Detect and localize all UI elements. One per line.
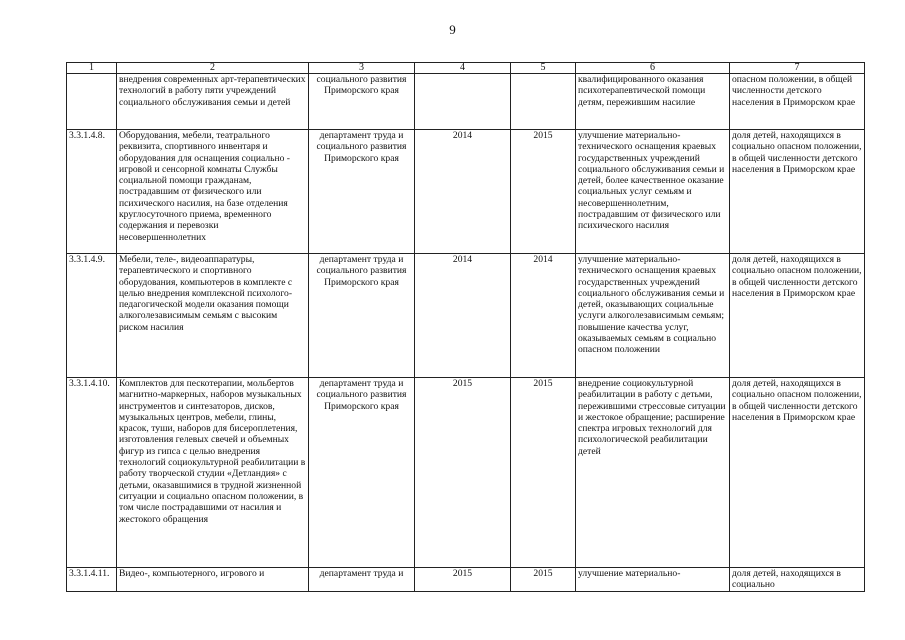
row-name: внедрения современных арт-терапевтических технологий в работу пяти учреждений социального обслуживания семьи и детей — [117, 74, 309, 130]
table-row — [67, 74, 865, 130]
row-start-year: 2014 — [415, 130, 511, 254]
row-number: 3.3.1.4.8. — [67, 130, 117, 254]
row-executor: социального развития Приморского края — [309, 74, 415, 130]
row-result: квалифицированного оказания психотерапевтической помощи детям, пережившим насилие — [576, 74, 730, 130]
table-row — [67, 378, 865, 568]
row-indicator: доля детей, находящихся в социально опасном положении, в общей численности детского населения в Приморском крае — [730, 254, 865, 378]
row-name: Комплектов для пескотерапии, мольбертов магнитно-маркерных, наборов музыкальных инструментов и синтезаторов, дисков, музыкальных центров, мебели, глины, красок, туши, наборов для бисероплетения, изготовления гелевых свечей и объемных фигур из гипса с целью внедрения технологий социокультурной реабилитации в работу творческой студии «Детландия» с детьми, оказавшимися в трудной жизненной ситуации и социально опасном положении, в том числе пострадавшими от насилия и жестокого обращения — [117, 378, 309, 568]
column-header: 2 — [117, 63, 309, 74]
row-name: Видео-, компьютерного, игрового и — [117, 568, 309, 592]
row-number: 3.3.1.4.11. — [67, 568, 117, 592]
row-number: 3.3.1.4.9. — [67, 254, 117, 378]
row-end-year: 2015 — [511, 568, 576, 592]
row-executor: департамент труда и социального развития Приморского края — [309, 254, 415, 378]
row-indicator: опасном положении, в общей численности детского населения в Приморском крае — [730, 74, 865, 130]
row-executor: департамент труда и социального развития Приморского края — [309, 378, 415, 568]
column-header: 3 — [309, 63, 415, 74]
row-end-year: 2015 — [511, 130, 576, 254]
row-start-year — [415, 74, 511, 130]
column-header: 4 — [415, 63, 511, 74]
column-header: 7 — [730, 63, 865, 74]
column-header: 1 — [67, 63, 117, 74]
table-row — [67, 130, 865, 254]
column-header: 5 — [511, 63, 576, 74]
row-start-year: 2015 — [415, 378, 511, 568]
row-start-year: 2015 — [415, 568, 511, 592]
row-executor: департамент труда и — [309, 568, 415, 592]
row-indicator: доля детей, находящихся в социально опасном положении, в общей численности детского населения в Приморском крае — [730, 130, 865, 254]
table-row — [67, 568, 865, 592]
row-indicator: доля детей, находящихся в социально — [730, 568, 865, 592]
row-result: улучшение материально-технического оснащения краевых государственных учреждений социального обслуживания семьи и детей, более качественное оказание социальных услуг семьям и несовершеннолетним, пострадавшим от физического или психического насилия — [576, 130, 730, 254]
row-end-year: 2015 — [511, 378, 576, 568]
row-executor: департамент труда и социального развития Приморского края — [309, 130, 415, 254]
row-number: 3.3.1.4.10. — [67, 378, 117, 568]
row-result: внедрение социокультурной реабилитации в работу с детьми, пережившими стрессовые ситуации и жестокое обращение; расширение спектра игровых технологий для психологической реабилитации детей — [576, 378, 730, 568]
row-number — [67, 74, 117, 130]
row-start-year: 2014 — [415, 254, 511, 378]
program-table — [66, 62, 865, 592]
row-end-year: 2014 — [511, 254, 576, 378]
page-number: 9 — [449, 22, 456, 37]
column-header: 6 — [576, 63, 730, 74]
row-result: улучшение материально-технического оснащения краевых государственных учреждений социального обслуживания семьи и детей, оказывающих социальные услуги алкоголезависимым семьям; повышение качества услуг, оказываемых семьям в социально опасном положении — [576, 254, 730, 378]
row-name: Оборудования, мебели, театрального реквизита, спортивного инвентаря и оборудования для оснащения социально - игровой и сенсорной комнаты Службы социальной помощи гражданам, пострадавшим от физического или психического насилия, на базе отделения круглосуточного приема, временного содержания и перевозки несовершеннолетних — [117, 130, 309, 254]
row-name: Мебели, теле-, видеоаппаратуры, терапевтического и спортивного оборудования, компьютеров в комплекте с целью внедрения комплексной психолого-педагогической модели оказания помощи алкоголезависимым семьям с высоким риском насилия — [117, 254, 309, 378]
row-end-year — [511, 74, 576, 130]
row-result: улучшение материально- — [576, 568, 730, 592]
header-row — [67, 63, 865, 74]
table-row — [67, 254, 865, 378]
row-indicator: доля детей, находящихся в социально опасном положении, в общей численности детского населения в Приморском крае — [730, 378, 865, 568]
